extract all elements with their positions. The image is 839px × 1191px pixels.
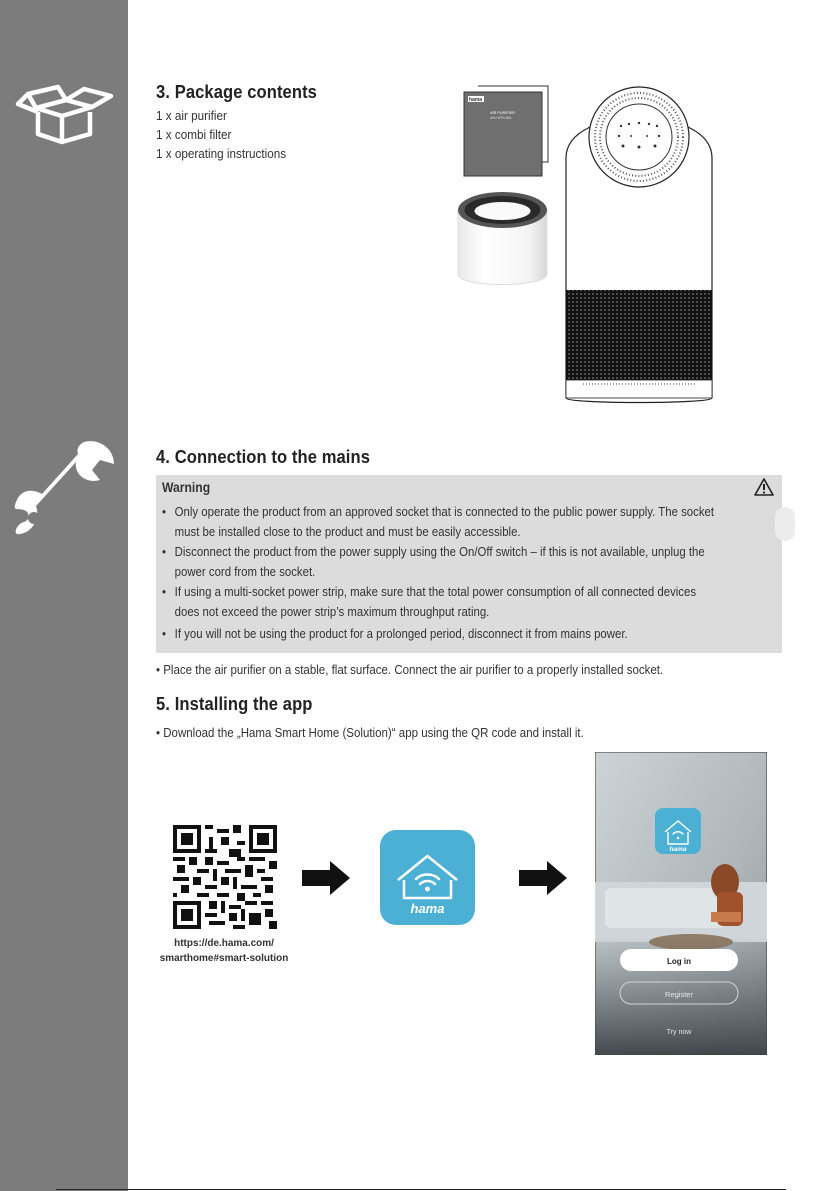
phone-brand: hama bbox=[669, 846, 687, 853]
combi-filter-image bbox=[455, 188, 550, 298]
section3-title: 3. Package contents bbox=[156, 82, 317, 102]
warning-title: Warning bbox=[162, 480, 211, 495]
booklet-model: AIR PURIFIER bbox=[490, 111, 516, 115]
warning-item: • Only operate the product from an approved socket that is connected to the public power supply. The socket must be installed close to the product and must be easily accessible. bbox=[162, 505, 715, 539]
section4-title: 4. Connection to the mains bbox=[156, 447, 371, 467]
package-item: 1 x air purifier bbox=[156, 108, 227, 123]
warning-item: • If using a multi-socket power strip, make sure that the total power consumption of all connected devices does not exceed the power strip’s maximum throughput rating. bbox=[162, 585, 697, 619]
placement-note: • Place the air purifier on a stable, flat surface. Connect the air purifier to a properly installed socket. bbox=[156, 662, 664, 677]
arrow-right-icon bbox=[519, 861, 567, 895]
warning-item: • If you will not be using the product for a prolonged period, disconnect it from mains power. bbox=[162, 627, 628, 641]
register-label: Register bbox=[665, 990, 693, 999]
qr-caption-path[interactable]: smarthome#smart-solution bbox=[159, 952, 289, 964]
instruction-booklet-image bbox=[460, 84, 552, 180]
package-item: 1 x operating instructions bbox=[156, 146, 287, 161]
booklet-sub: with HEPA filter bbox=[490, 116, 512, 120]
sidebar bbox=[0, 0, 128, 1191]
qr-code-image[interactable] bbox=[173, 825, 277, 929]
arrow-right-icon bbox=[302, 861, 350, 895]
warning-triangle-icon bbox=[754, 478, 774, 496]
download-note: • Download the „Hama Smart Home (Solution)“ app using the QR code and install it. bbox=[156, 725, 584, 740]
warning-item: • Disconnect the product from the power supply using the On/Off switch – if this is not available, unplug the power cord from the socket. bbox=[162, 545, 705, 579]
booklet-brand: hama bbox=[469, 97, 483, 103]
qr-caption-url[interactable]: https://de.hama.com/ bbox=[174, 937, 274, 949]
try-now-link[interactable]: Try now bbox=[666, 1029, 692, 1036]
air-purifier-image bbox=[563, 84, 715, 408]
app-login-screenshot bbox=[595, 752, 767, 1055]
edge-tab bbox=[775, 507, 795, 541]
login-label: Log in bbox=[667, 957, 691, 966]
bottom-rule bbox=[56, 1189, 786, 1190]
wrench-icon bbox=[14, 440, 118, 540]
app-icon-brand: hama bbox=[410, 901, 445, 916]
package-box-icon bbox=[14, 84, 114, 146]
package-item: 1 x combi filter bbox=[156, 127, 232, 142]
section5-title: 5. Installing the app bbox=[156, 694, 313, 714]
warning-box bbox=[156, 475, 782, 653]
hama-app-icon[interactable] bbox=[380, 830, 475, 925]
